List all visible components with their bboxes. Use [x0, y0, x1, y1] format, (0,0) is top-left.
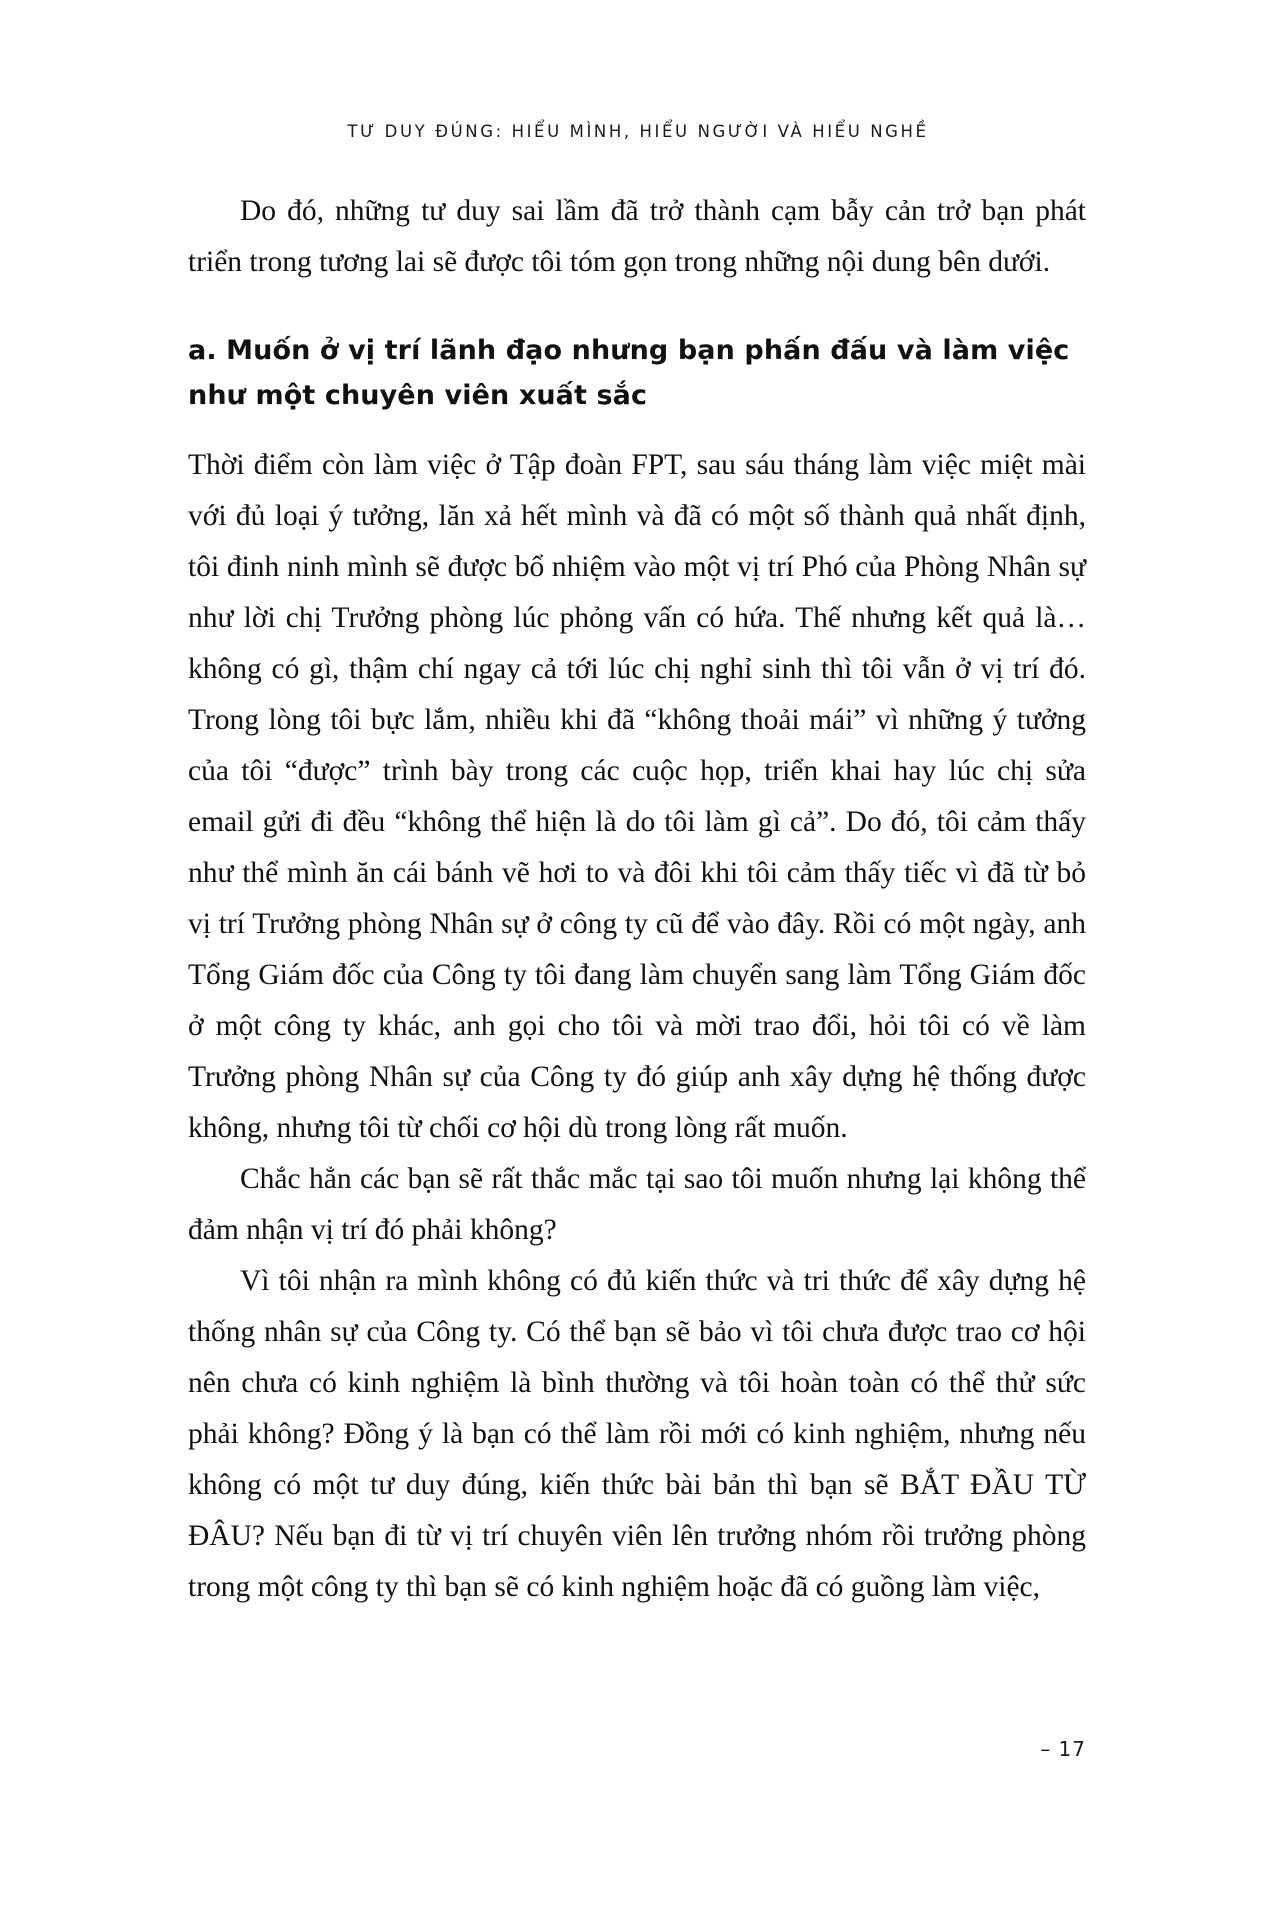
paragraph-question: Chắc hẳn các bạn sẽ rất thắc mắc tại sao tôi muốn nhưng lại không thể đảm nhận vị trí đó phải không?: [188, 1163, 1086, 1246]
paragraph-answer: Vì tôi nhận ra mình không có đủ kiến thức và tri thức để xây dựng hệ thống nhân sự của Công ty. Có thể bạn sẽ bảo vì tôi chưa được trao cơ hội nên chưa có kinh nghiệm là bình thường và tôi hoàn toàn có thể thử sức phải không? Đồng ý là bạn có thể làm rồi mới có kinh nghiệm, nhưng nếu không có một tư duy đúng, kiến thức bài bản thì bạn sẽ BẮT ĐẦU TỪ ĐÂU? Nếu bạn đi từ vị trí chuyên viên lên trưởng nhóm rồi trưởng phòng trong một công ty thì bạn sẽ có kinh nghiệm hoặc đã có guồng làm việc,: [188, 1265, 1086, 1603]
section-subheading: a. Muốn ở vị trí lãnh đạo nhưng bạn phấn đấu và làm việc như một chuyên viên xuất sắc: [188, 335, 1070, 411]
page-number: – 17: [1040, 1737, 1086, 1761]
paragraph-intro: Do đó, những tư duy sai lầm đã trở thành cạm bẫy cản trở bạn phát triển trong tương lai sẽ được tôi tóm gọn trong những nội dung bên dưới.: [188, 195, 1086, 278]
page-content: [188, 186, 1086, 1613]
paragraph-fpt-story: Thời điểm còn làm việc ở Tập đoàn FPT, sau sáu tháng làm việc miệt mài với đủ loại ý tưởng, lăn xả hết mình và đã có một số thành quả nhất định, tôi đinh ninh mình sẽ được bổ nhiệm vào một vị trí Phó của Phòng Nhân sự như lời chị Trưởng phòng lúc phỏng vấn có hứa. Thế nhưng kết quả là… không có gì, thậm chí ngay cả tới lúc chị nghỉ sinh thì tôi vẫn ở vị trí đó. Trong lòng tôi bực lắm, nhiều khi đã “không thoải mái” vì những ý tưởng của tôi “được” trình bày trong các cuộc họp, triển khai hay lúc chị sửa email gửi đi đều “không thể hiện là do tôi làm gì cả”. Do đó, tôi cảm thấy như thể mình ăn cái bánh vẽ hơi to và đôi khi tôi cảm thấy tiếc vì đã từ bỏ vị trí Trưởng phòng Nhân sự ở công ty cũ để vào đây. Rồi có một ngày, anh Tổng Giám đốc của Công ty tôi đang làm chuyển sang làm Tổng Giám đốc ở một công ty khác, anh gọi cho tôi và mời trao đổi, hỏi tôi có về làm Trưởng phòng Nhân sự của Công ty đó giúp anh xây dựng hệ thống được không, nhưng tôi từ chối cơ hội dù trong lòng rất muốn.: [188, 449, 1086, 1144]
running-head: TƯ DUY ĐÚNG: HIỂU MÌNH, HIỂU NGƯỜI VÀ HIỂU NGHỀ: [347, 122, 929, 141]
